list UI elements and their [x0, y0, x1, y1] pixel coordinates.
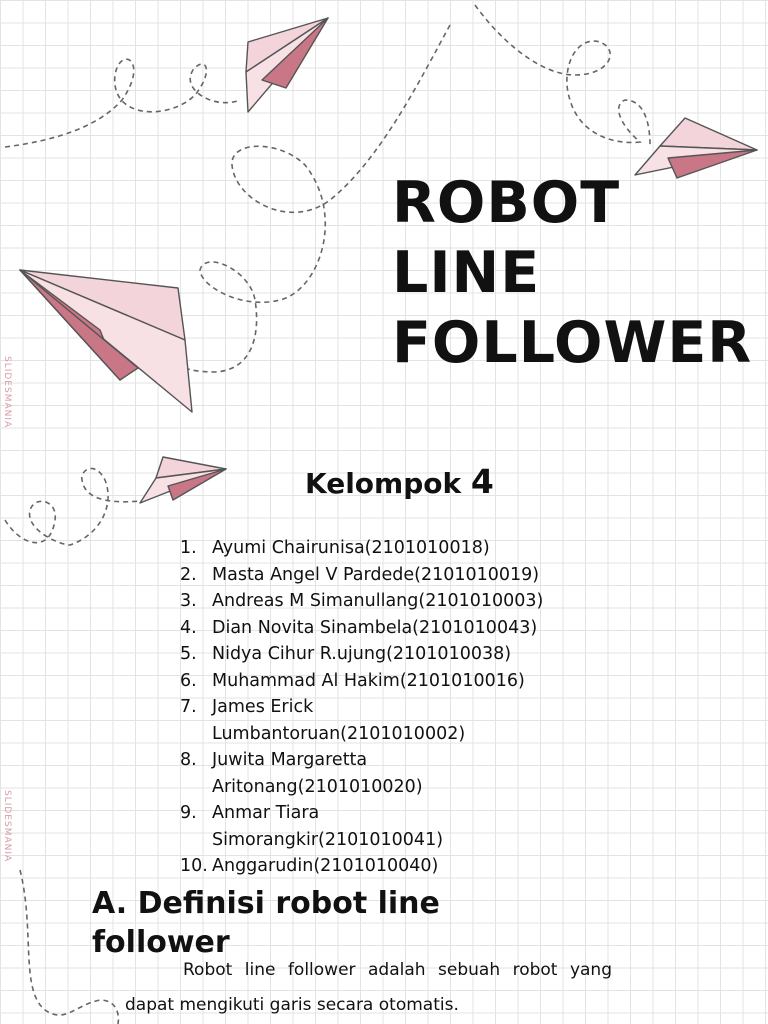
list-number: 1. — [180, 538, 197, 558]
slide-title — [392, 168, 752, 378]
member-name: Nidya Cihur R.ujung(2101010038) — [212, 644, 512, 664]
list-number: 10. — [180, 856, 208, 876]
group-label-text: Kelompok — [305, 467, 462, 500]
title-line: FOLLOWER — [392, 310, 753, 376]
list-number: 6. — [180, 670, 197, 691]
list-number: 9. — [180, 803, 197, 823]
member-list — [180, 535, 590, 876]
member-name: Anggarudin(2101010040) — [212, 856, 439, 876]
list-item — [180, 853, 590, 880]
list-item — [180, 668, 590, 695]
paper-plane-top — [246, 18, 328, 112]
paper-plane-small — [140, 457, 226, 503]
member-name: Masta Angel V Pardede(2101010019) — [212, 564, 540, 585]
list-item — [180, 535, 590, 562]
list-item — [180, 747, 590, 800]
flight-path-right — [475, 5, 650, 145]
paper-plane-large — [20, 270, 192, 412]
group-number: 4 — [470, 462, 494, 501]
member-name: Muhammad Al Hakim(2101010016) — [212, 670, 525, 691]
watermark-text: SLIDESMANIA — [2, 356, 12, 429]
title-line: LINE — [392, 240, 541, 306]
list-item — [180, 562, 590, 589]
list-number: 8. — [180, 750, 197, 770]
list-number: 3. — [180, 591, 197, 611]
list-number: 7. — [180, 697, 197, 717]
list-item — [180, 641, 590, 668]
member-name: Anmar Tiara Simorangkir(2101010041) — [212, 803, 444, 850]
list-item — [180, 694, 590, 747]
group-label — [305, 462, 494, 501]
title-line: ROBOT — [392, 170, 621, 236]
flight-path-left — [5, 468, 150, 545]
list-item — [180, 615, 590, 642]
member-name: Ayumi Chairunisa(2101010018) — [212, 538, 490, 558]
section-paragraph: Robot line follower adalah sebuah robot yang dapat mengikuti garis secara otomatis. — [125, 960, 612, 1015]
member-name: Dian Novita Sinambela(2101010043) — [212, 617, 538, 638]
section-heading: A. Definisi robot line follower — [92, 886, 440, 960]
list-item — [180, 800, 590, 853]
flight-path-top — [5, 59, 240, 147]
list-item — [180, 588, 590, 615]
member-name: Juwita Margaretta Aritonang(2101010020) — [212, 750, 423, 797]
member-name: James Erick Lumbantoruan(2101010002) — [212, 697, 466, 744]
list-number: 5. — [180, 644, 197, 664]
list-number: 4. — [180, 617, 197, 638]
watermark-text: SLIDESMANIA — [2, 790, 12, 863]
list-number: 2. — [180, 564, 197, 585]
member-name: Andreas M Simanullang(2101010003) — [212, 591, 544, 611]
